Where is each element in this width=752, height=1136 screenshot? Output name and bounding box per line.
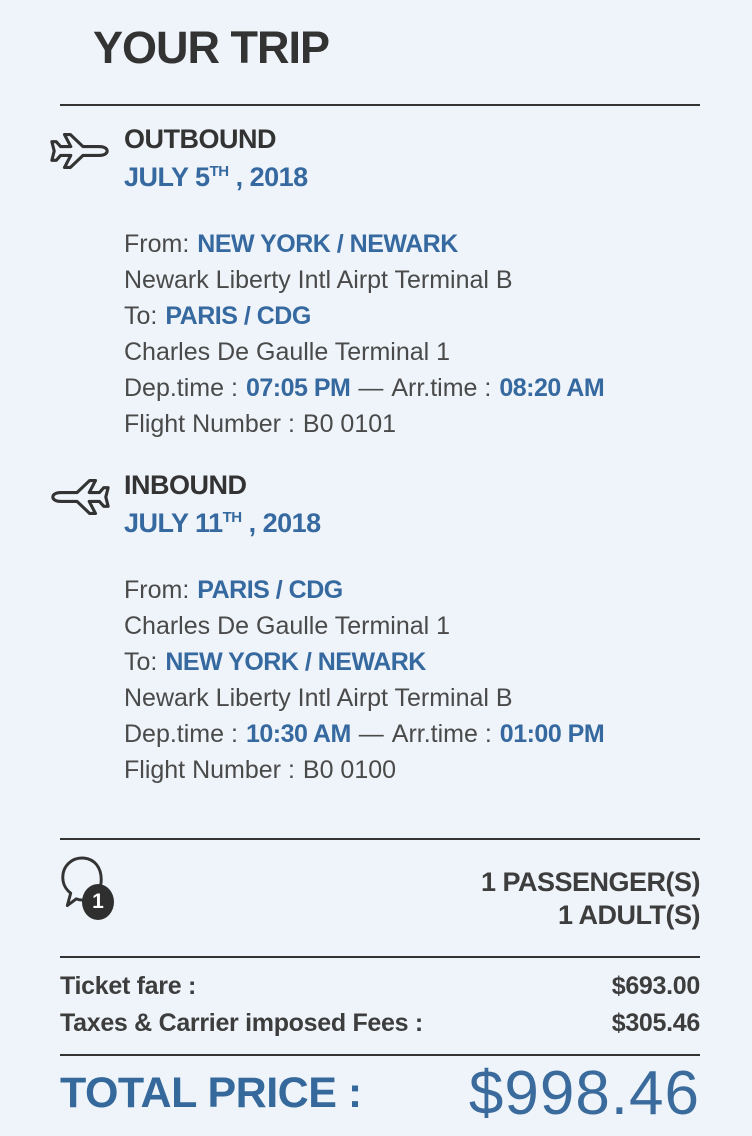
ticket-fare-label: Ticket fare : bbox=[60, 972, 196, 1000]
inbound-to-line: To: NEW YORK / NEWARK bbox=[124, 648, 426, 676]
outbound-times-line: Dep.time : 07:05 PM — Arr.time : 08:20 AM bbox=[124, 374, 605, 402]
passengers-section bbox=[60, 854, 700, 932]
total-price-section bbox=[60, 1058, 700, 1129]
passenger-count-badge: 1 bbox=[82, 884, 114, 920]
outbound-details bbox=[124, 226, 604, 442]
inbound-date: JULY 11TH , 2018 bbox=[124, 508, 321, 538]
outbound-flight-number: B0 0101 bbox=[302, 410, 397, 438]
divider bbox=[60, 104, 700, 106]
trip-summary-page bbox=[0, 22, 752, 1129]
outbound-arrival-time: 08:20 AM bbox=[499, 374, 605, 402]
outbound-to-city: PARIS / CDG bbox=[165, 302, 311, 330]
outbound-leg-section bbox=[60, 124, 700, 442]
inbound-leg-body bbox=[124, 470, 604, 788]
ticket-fare-value: $693.00 bbox=[611, 972, 700, 1000]
inbound-details bbox=[124, 572, 604, 788]
taxes-fees-label: Taxes & Carrier imposed Fees : bbox=[60, 1009, 423, 1037]
inbound-arrival-time: 01:00 PM bbox=[499, 720, 605, 748]
outbound-to-line: To: PARIS / CDG bbox=[124, 302, 311, 330]
plane-left-icon bbox=[48, 474, 124, 520]
outbound-heading: OUTBOUND bbox=[124, 124, 276, 154]
total-price-value: $998.46 bbox=[468, 1059, 700, 1128]
fares-section bbox=[60, 968, 700, 1042]
inbound-flight-number: B0 0100 bbox=[302, 756, 397, 784]
passenger-count-line: 1 PASSENGER(S) bbox=[480, 867, 700, 897]
inbound-leg-section bbox=[60, 470, 700, 788]
inbound-from-airport: Charles De Gaulle Terminal 1 bbox=[124, 612, 451, 640]
taxes-fees-row bbox=[60, 1005, 700, 1042]
outbound-from-city: NEW YORK / NEWARK bbox=[197, 230, 458, 258]
taxes-fees-value: $305.46 bbox=[611, 1009, 700, 1037]
inbound-to-city: NEW YORK / NEWARK bbox=[165, 648, 426, 676]
outbound-flight-number-line: Flight Number : B0 0101 bbox=[124, 410, 397, 438]
outbound-to-airport: Charles De Gaulle Terminal 1 bbox=[124, 338, 451, 366]
inbound-heading: INBOUND bbox=[124, 470, 247, 500]
inbound-from-line: From: PARIS / CDG bbox=[124, 576, 343, 604]
ticket-fare-row bbox=[60, 968, 700, 1005]
outbound-from-line: From: NEW YORK / NEWARK bbox=[124, 230, 458, 258]
outbound-departure-time: 07:05 PM bbox=[245, 374, 351, 402]
outbound-date: JULY 5TH , 2018 bbox=[124, 162, 308, 192]
page-title: YOUR TRIP bbox=[93, 22, 330, 73]
passenger-summary bbox=[481, 854, 700, 932]
inbound-icon-column bbox=[48, 470, 124, 788]
inbound-to-airport: Newark Liberty Intl Airpt Terminal B bbox=[124, 684, 513, 712]
inbound-times-line: Dep.time : 10:30 AM — Arr.time : 01:00 PM bbox=[124, 720, 605, 748]
ordinal-suffix: TH bbox=[209, 163, 229, 180]
plane-right-icon bbox=[48, 128, 124, 174]
adult-count-line: 1 ADULT(S) bbox=[558, 900, 700, 930]
passenger-icon bbox=[56, 854, 126, 926]
inbound-from-city: PARIS / CDG bbox=[197, 576, 343, 604]
outbound-from-airport: Newark Liberty Intl Airpt Terminal B bbox=[124, 266, 513, 294]
divider bbox=[60, 1054, 700, 1056]
inbound-flight-number-line: Flight Number : B0 0100 bbox=[124, 756, 397, 784]
inbound-departure-time: 10:30 AM bbox=[245, 720, 351, 748]
outbound-leg-body bbox=[124, 124, 604, 442]
divider bbox=[60, 956, 700, 958]
total-price-label: TOTAL PRICE : bbox=[60, 1069, 362, 1117]
ordinal-suffix: TH bbox=[222, 509, 242, 526]
outbound-icon-column bbox=[48, 124, 124, 442]
divider bbox=[60, 838, 700, 840]
